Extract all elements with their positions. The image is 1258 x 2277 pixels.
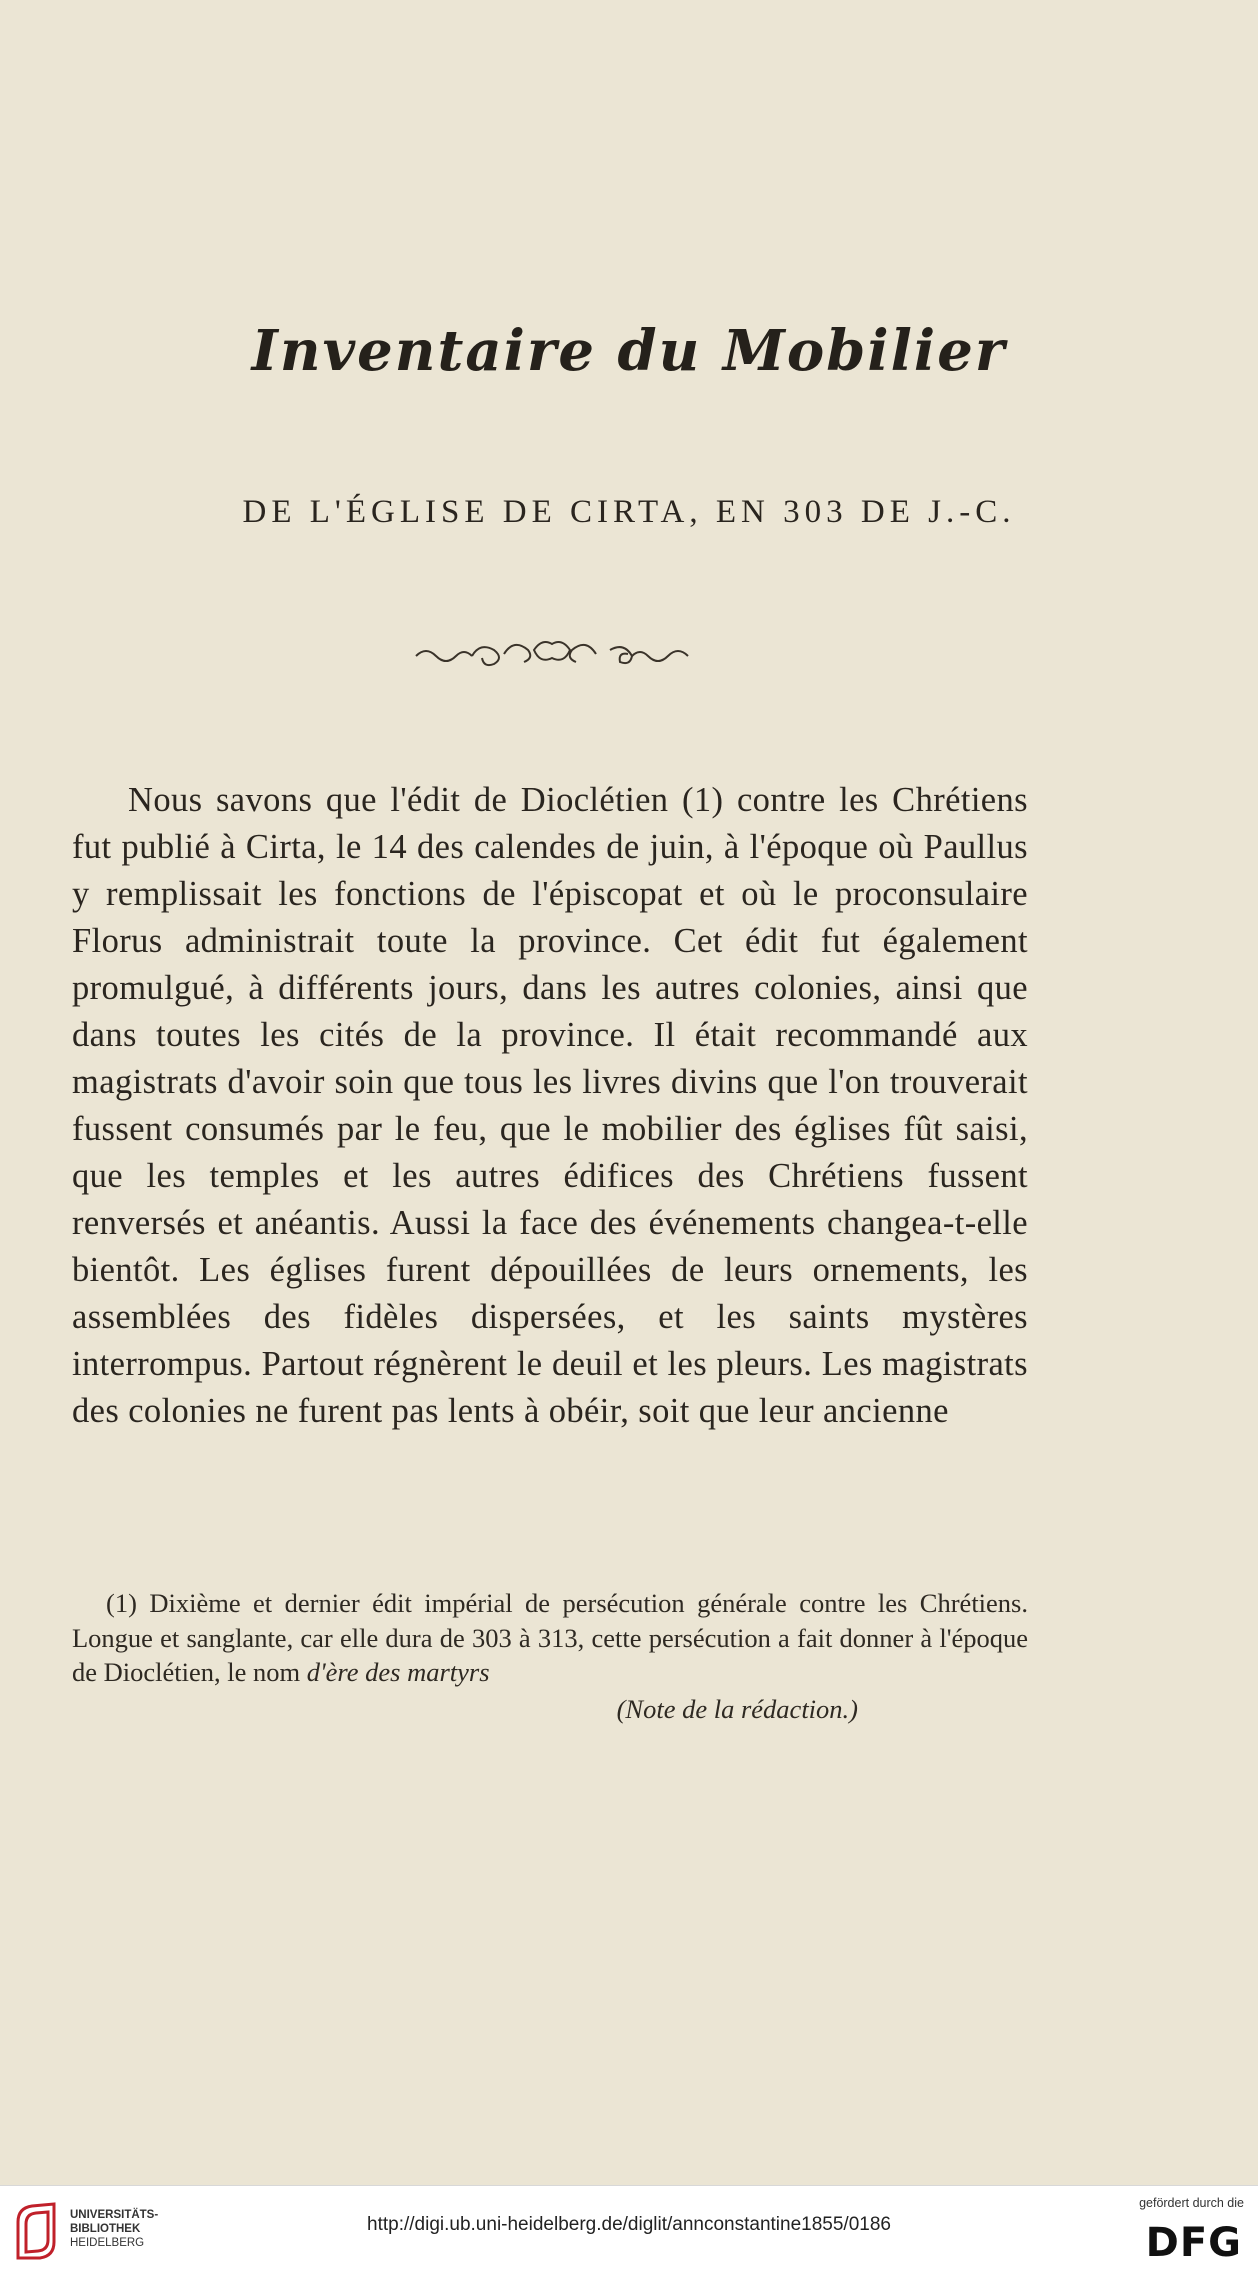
- page-subtitle: DE L'ÉGLISE DE CIRTA, EN 303 DE J.-C.: [242, 494, 1016, 530]
- footnote: [72, 1586, 1028, 1726]
- footer-bar: [0, 2185, 1258, 2277]
- footnote-paragraph: [72, 1586, 1028, 1690]
- body-paragraph: [72, 777, 1028, 1435]
- footnote-italic-term: d'ère des martyrs: [306, 1657, 490, 1687]
- body-text: Nous savons que l'édit de Dioclétien (1) contre les Chrétiens fut publié à Cirta, le 14 des calendes de juin, à l'époque où Paullus y remplissait les fonctions de l'épiscopat et où le proconsulaire Florus administrait toute la province. Cet édit fut également promulgué, à différents jours, dans les autres colonies, ainsi que dans toutes les cités de la province. Il était recommandé aux magistrats d'avoir soin que tous les livres divins que l'on trouverait fussent consumés par le feu, que le mobilier des églises fût saisi, que les temples et les autres édifices des Chrétiens fussent renversés et anéantis. Aussi la face des événements changea-t-elle bientôt. Les églises furent dépouillées de leurs ornements, les assemblées des fidèles dispersées, et les saints mystères interrompus. Partout régnèrent le deuil et les pleurs. Les magistrats des colonies ne furent pas lents à obéir, soit que leur ancienne: [72, 781, 1028, 1430]
- funding-caption: gefördert durch die: [1139, 2196, 1244, 2210]
- permalink-url[interactable]: http://digi.ub.uni-heidelberg.de/diglit/annconstantine1855/0186: [367, 2214, 891, 2235]
- library-name-line2: BIBLIOTHEK: [70, 2223, 141, 2235]
- footnote-text: (1) Dixième et dernier édit impérial de persécution générale contre les Chrétiens. Longue et sanglante, car elle dura de 303 à 313, cette persécution a fait donner à l'époque de Dioclétien, le nom: [72, 1588, 1028, 1687]
- dfg-logo: DFG: [1145, 2220, 1242, 2266]
- library-name-line3: HEIDELBERG: [70, 2237, 145, 2249]
- footnote-signature: (Note de la rédaction.): [616, 1693, 858, 1724]
- decorative-flourish-icon: [412, 636, 692, 674]
- library-name-line1: UNIVERSITÄTS-: [70, 2209, 159, 2221]
- page-title: Inventaire du Mobilier: [251, 318, 1007, 384]
